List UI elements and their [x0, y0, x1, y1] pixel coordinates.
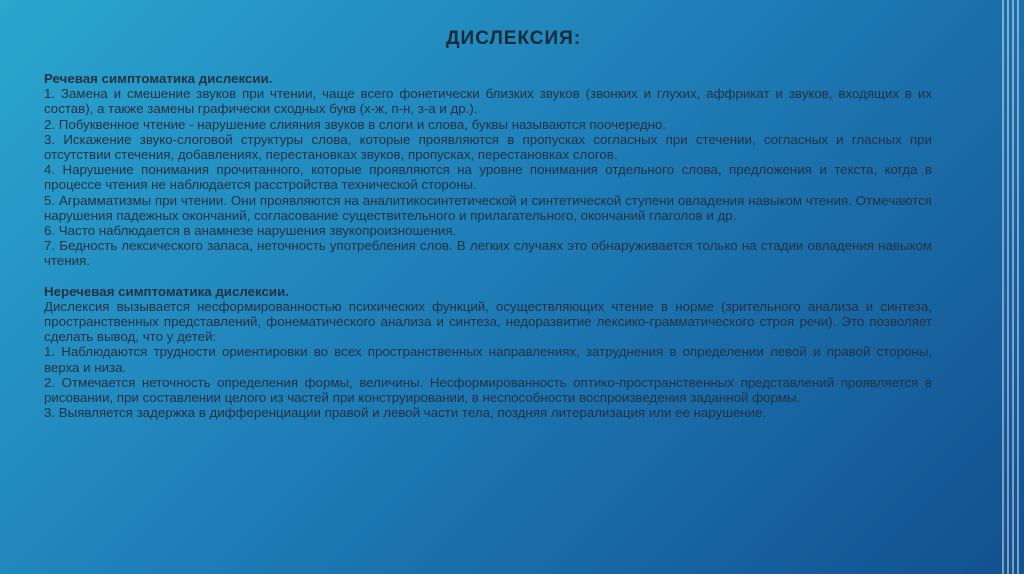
list-item: 1. Наблюдаются трудности ориентировки во всех пространственных направлениях, затруднения в определении левой и правой стороны, верха и низа. — [44, 344, 932, 375]
list-item: 4. Нарушение понимания прочитанного, которые проявляются на уровне понимания отдельного слова, предложения и текста, когда в процессе чтения не наблюдается расстройства технической стороны. — [44, 162, 932, 193]
section-heading-nonspeech: Неречевая симптоматика дислексии. — [44, 283, 289, 299]
list-item: 2. Отмечается неточность определения формы, величины. Несформированность оптико-пространственных представлений проявляется в рисовании, при составлении целого из частей при конструировании, в неспособности воспроизведения заданной формы. — [44, 374, 932, 406]
list-item: 7. Бедность лексического запаса, неточность употребления слов. В легких случаях это обнаруживается только на стадии овладения навыком чтения. — [44, 238, 932, 269]
list-item: 2. Побуквенное чтение - нарушение слияния звуков в слоги и слова, буквы называются поочередно. — [44, 116, 667, 132]
list-item: 3. Выявляется задержка в дифференциации правой и левой части тела, поздняя литерализация или ее нарушение. — [44, 405, 767, 421]
list-item: 1. Замена и смешение звуков при чтении, чаще всего фонетически близких звуков (звонких и глухих, аффрикат и звуков, входящих в их состав), а также замены графически сходных букв (х-ж, п-н, з-а и др.). — [44, 86, 932, 117]
list-item: 3. Искажение звуко-слоговой структуры слова, которые проявляются в пропусках согласных при стечении, согласных и гласных при отсутствии стечения, добавлениях, перестановках звуков, пропусках, перестановках слогов. — [44, 131, 932, 163]
list-item: 5. Аграмматизмы при чтении. Они проявляются на аналитикосинтетической и синтетической ступени овладения навыком чтения. Отмечаются нарушения падежных окончаний, согласование существительного и прилагательного, окончаний глаголов и др. — [44, 192, 932, 223]
section-heading-speech: Речевая симптоматика дислексии. — [44, 71, 273, 86]
slide-content — [44, 71, 932, 420]
list-item: 6. Часто наблюдается в анамнезе нарушения звукопроизношения. — [44, 223, 457, 239]
slide-title: ДИСЛЕКСИЯ: — [446, 28, 582, 49]
section-intro: Дислексия вызывается несформированностью психических функций, осуществляющих чтение в норме (зрительного анализа и синтеза, пространственных представлений, фонематического анализа и синтеза, недоразвитие лексико-грамматического строя речи). Это позволяет сделать вывод, что у детей: — [44, 298, 932, 345]
